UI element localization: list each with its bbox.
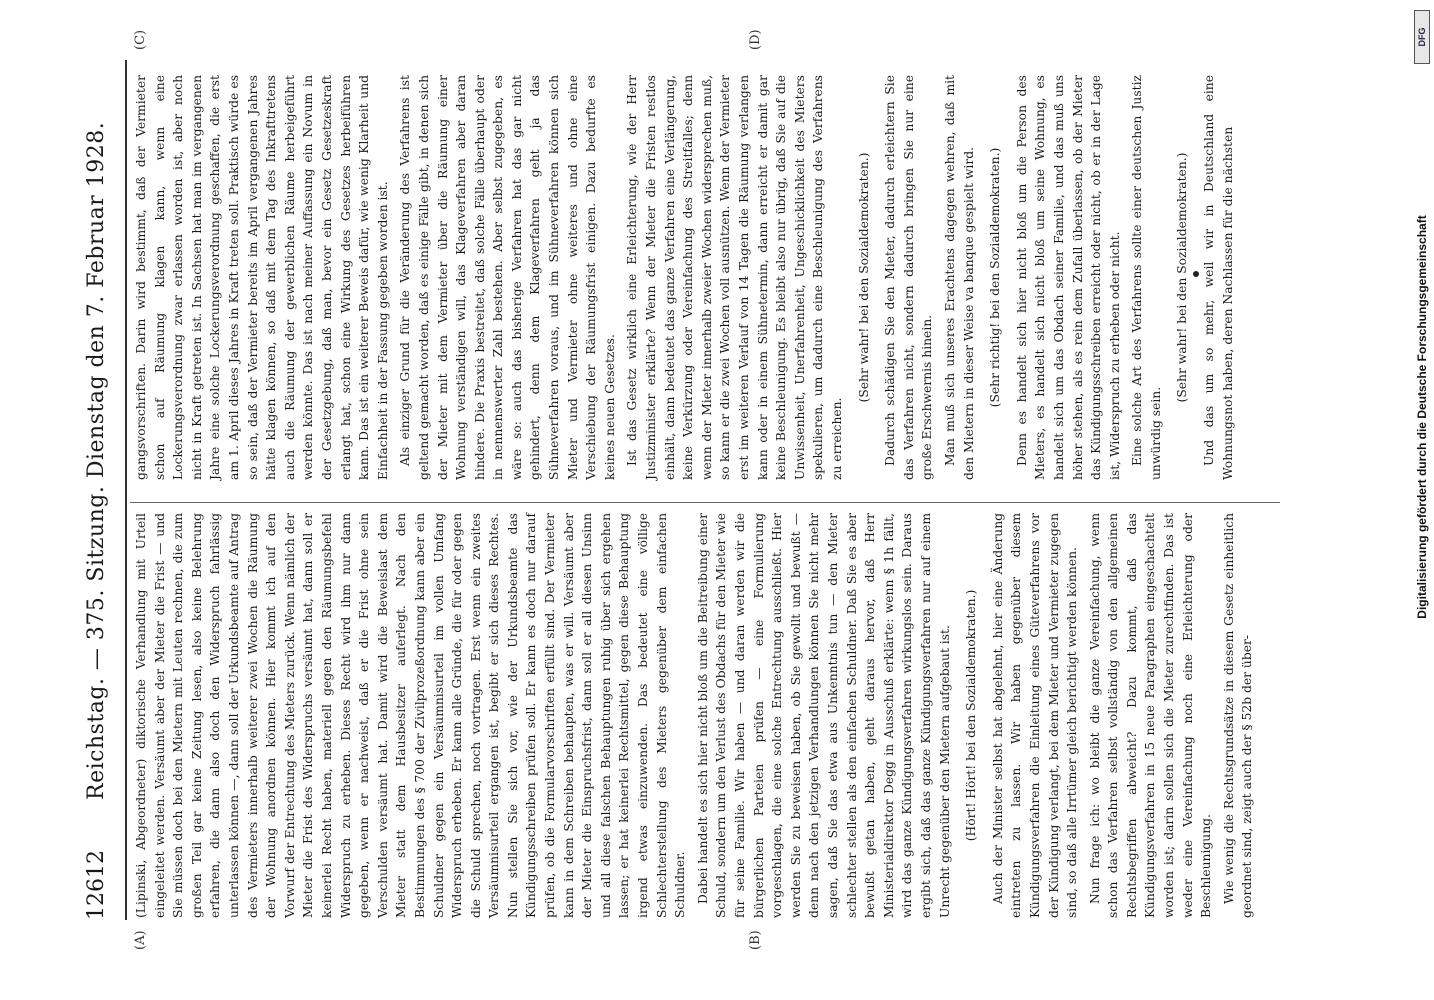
margin-marker-b: (B) bbox=[748, 930, 763, 950]
interjection: (Sehr richtig! bei den Sozialdemokraten.) bbox=[988, 147, 1003, 408]
paragraph: Und das um so mehr, weil wir in Deutschland eine Wohnungsnot haben, deren Nachlassen für die nächsten bbox=[1202, 75, 1235, 480]
paragraph: (Lipinski, Abgeordneter) diktorische Verhandlung mit Urteil eingeleitet werden. Versäumt aber der Mieter die Frist — und Sie müssen doch bei den Mietern mit Leuten rechnen, die zum großen Teil gar keine Zeitung lesen, also keine Belehrung erfahren, die dann also doch den Widerspruch fahrlässig unterlassen können —, dann soll der Urkundsbeamte auf Antrag des Vermieters innerhalb weiterer zwei Wochen die Räumung der Wohnung anordnen können. Hier kommt ich auf den Vorwurf der Entrechtung des Mieters zurück. Wenn nämlich der Mieter die Frist des Widerspruchs versäumt hat, dann soll er keinerlei Recht haben, materiell gegen den Räumungsbefehl Widerspruch zu erheben. Dieses Recht wird ihm nur dann gegeben, wenn er nachweist, daß er die Frist ohne sein Verschulden versäumt hat. Damit wird die Beweislast dem Mieter statt dem Hausbesitzer auferlegt. Nach den Bestimmungen des § 700 der Zivilprozeßordnung kann aber ein Schuldner gegen ein Versäumnisurteil im vollen Umfang Widerspruch erheben. Er kann alle Gründe, die für oder gegen die Schuld sprechen, noch vortragen. Erst wenn ein zweites Versäumnisurteil ergangen ist, begibt er sich dieses Rechtes. Nun stellen Sie sich vor, wie der Urkundsbeamte das Kündigungsschreiben prüfen soll. Er kann es doch nur darauf prüfen, ob die Formularvorschriften erfüllt sind. Der Vermieter kann in dem Schreiben behaupten, was er will. Versäumt aber der Mieter die Einspruchsfrist, dann soll er all diesen Unsinn und all diese falschen Behauptungen ruhig über sich ergehen lassen; er hat keinerlei Rechtsmittel, gegen diese Behauptung irgend etwas einzuwenden. Das bedeutet eine völlige Schlechterstellung des Mieters gegenüber dem einfachen Schuldner. bbox=[134, 513, 688, 918]
paragraph: gangsvorschriften. Darin wird bestimmt, daß der Vermieter schon auf Räumung klagen kann, wenn eine Lockerungsverordnung zwar erlassen worden ist, aber noch nicht in Kraft getreten ist. In Sachsen hat man im vergangenen Jahre eine solche Lockerungsverordnung geschaffen, die erst am 1. April dieses Jahres in Kraft treten soll. Praktisch würde es so sein, daß der Vermieter bereits im April vergangenen Jahres hätte klagen können, so daß mit dem Tag des Inkrafttretens auch die Räumung der gewerblichen Räume herbeigeführt werden könnte. Das ist nach meiner Auffassung ein Novum in der Gesetzgebung, daß man, bevor ein Gesetz Gesetzeskraft erlangt hat, schon eine Wirkung des Gesetzes herbeiführen kann. Das ist ein weiterer Beweis dafür, wie wenig Klarheit und Einfachheit in der Fassung gegeben worden ist. bbox=[134, 75, 390, 480]
page-number: 12612 bbox=[84, 850, 109, 920]
margin-marker-a: (A) bbox=[133, 930, 148, 950]
header-rule bbox=[125, 60, 127, 920]
paragraph: Wie wenig die Rechtsgrundsätze in diesem Gesetz einheitlich geordnet sind, zeigt auch der § 52b der über- bbox=[1221, 513, 1255, 918]
page-title: Reichstag. — 375. Sitzung. Dienstag den 7. Februar 1928. bbox=[84, 121, 109, 800]
separator-dot bbox=[1193, 271, 1199, 277]
right-column bbox=[132, 75, 1241, 480]
page-header bbox=[78, 60, 118, 920]
dfg-logo bbox=[1414, 10, 1430, 64]
interjection: (Sehr wahr! bei den Sozialdemokraten.) bbox=[856, 152, 871, 403]
interjection: (Hört! Hört! bei den Sozialdemokraten.) bbox=[964, 589, 979, 842]
paragraph: Dadurch schädigen Sie den Mieter, dadurch erleichtern Sie das Verfahren nicht, sondern dadurch bringen Sie nur eine große Erschwernis hinein. bbox=[883, 75, 935, 480]
paragraph: Dabei handelt es sich hier nicht bloß um die Beitreibung einer Schuld, sondern um den Verlust des Obdachs für den Mieter wie für seine Familie. Wir haben — und daran werden wir die bürgerlichen Parteien prüfen — eine Formulierung vorgeschlagen, die eine solche Entrechtung ausschließt. Hier werden Sie zu beweisen haben, ob Sie gewollt und bewußt — denn nach den jetzigen Verhandlungen können Sie nicht mehr sagen, daß Sie das etwa aus Unkenntnis tun — den Mieter schlechter stellen als den einfachen Schuldner. Daß Sie es aber bewußt getan haben, geht daraus hervor, daß Herr Ministerialdirektor Degg in Ausschuß erklärte: wenn § 1h fällt, wird das ganze Kündigungsverfahren wirkungslos sein. Daraus ergibt sich, daß das ganze Kündigungsverfahren nur auf einem Unrecht gegenüber den Mietern aufgebaut ist. bbox=[695, 513, 952, 918]
column-divider bbox=[130, 502, 1280, 503]
paragraph: Auch der Minister selbst hat abgelehnt, hier eine Änderung eintreten zu lassen. Wir haben gegenüber diesem Kündigungsverfahren die Einleitung eines Güteverfahrens vor der Kündigung verlangt, bei dem Mieter und Vermieter zugegen sind, so daß alle Irrtümer gleich berichtigt werden können. bbox=[990, 513, 1080, 918]
side-credit-strip bbox=[1412, 10, 1432, 1000]
paragraph: Als einziger Grund für die Veränderung des Verfahrens ist geltend gemacht worden, daß es einige Fälle gibt, in denen sich der Mieter mit dem Vermieter über die Räumung einer Wohnung verständigen will, das Klageverfahren aber daran hindere. Die Praxis bestreitet, daß solche Fälle überhaupt oder in nennenswerter Zahl bestehen. Aber selbst zugegeben, es wäre so: auch das bisherige Verfahren hat das gar nicht gehindert, denn dem Klageverfahren geht ja das Sühneverfahren voraus, und im Sühneverfahren können sich Mieter und Vermieter ohne weiteres und ohne eine Verschiebung der Räumungsfrist einigen. Dazu bedurfte es keines neuen Gesetzes. bbox=[398, 75, 617, 480]
dfg-logo-text: DFG bbox=[1417, 27, 1427, 47]
margin-marker-d: (D) bbox=[748, 29, 763, 50]
paragraph: Ist das Gesetz wirklich eine Erleichterung, wie der Herr Justizminister erklärte? Wenn der Mieter die Fristen restlos einhält, dann bedeutet das ganze Verfahren eine Verlängerung, keine Verkürzung oder Vereinfachung des Streitfalles; denn wenn der Mieter innerhalb zweier Wochen widersprechen muß, so kann er die zwei Wochen voll ausnützen. Wenn der Vermieter erst im weiteren Verlauf von 14 Tagen die Räumung verlangen kann oder in einem Sühnetermin, dann erreicht er damit gar keine Beschleunigung. Es bleibt also nur übrig, daß Sie auf die Unwissenheit, Unerfahrenheit, Ungeschicklichkeit des Mieters spekulieren, um dadurch eine Beschleunigung des Verfahrens zu erreichen. bbox=[625, 75, 844, 480]
paragraph: Nun frage ich: wo bleibt die ganze Vereinfachung, wenn schon das Verfahren selbst vollständig von den allgemeinen Rechtsbegriffen abweicht? Dazu kommt, daß das Kündigungsverfahren in 15 neue Paragraphen eingeschachtelt worden ist; darin sollen sich die Mieter zurechtfinden. Das ist weder eine Vereinfachung noch eine Erleichterung oder Beschleunigung. bbox=[1087, 513, 1214, 918]
left-column bbox=[132, 513, 1261, 918]
paragraph: Denn es handelt sich hier nicht bloß um die Person des Mieters, es handelt sich nicht bloß um seine Wohnung, es handelt sich um das Obdach seiner Familie, und das muß uns höher stehen, als es rein dem Zufall überlassen, ob der Mieter das Kündigungsschreiben erreicht oder nicht, ob er in der Lage ist, Widerspruch zu erheben oder nicht. bbox=[1014, 75, 1122, 480]
paragraph: Man muß sich unseres Erachtens dagegen wehren, daß mit den Mietern in dieser Weise va banque gespielt wird. bbox=[942, 75, 976, 480]
interjection: (Sehr wahr! bei den Sozialdemokraten.) bbox=[1175, 152, 1190, 403]
paragraph: Eine solche Art des Verfahrens sollte einer deutschen Justiz unwürdig sein. bbox=[1130, 75, 1163, 480]
margin-marker-c: (C) bbox=[133, 29, 148, 50]
digitization-credit: Digitalisierung gefördert durch die Deutsche Forschungsgemeinschaft bbox=[1415, 215, 1429, 619]
